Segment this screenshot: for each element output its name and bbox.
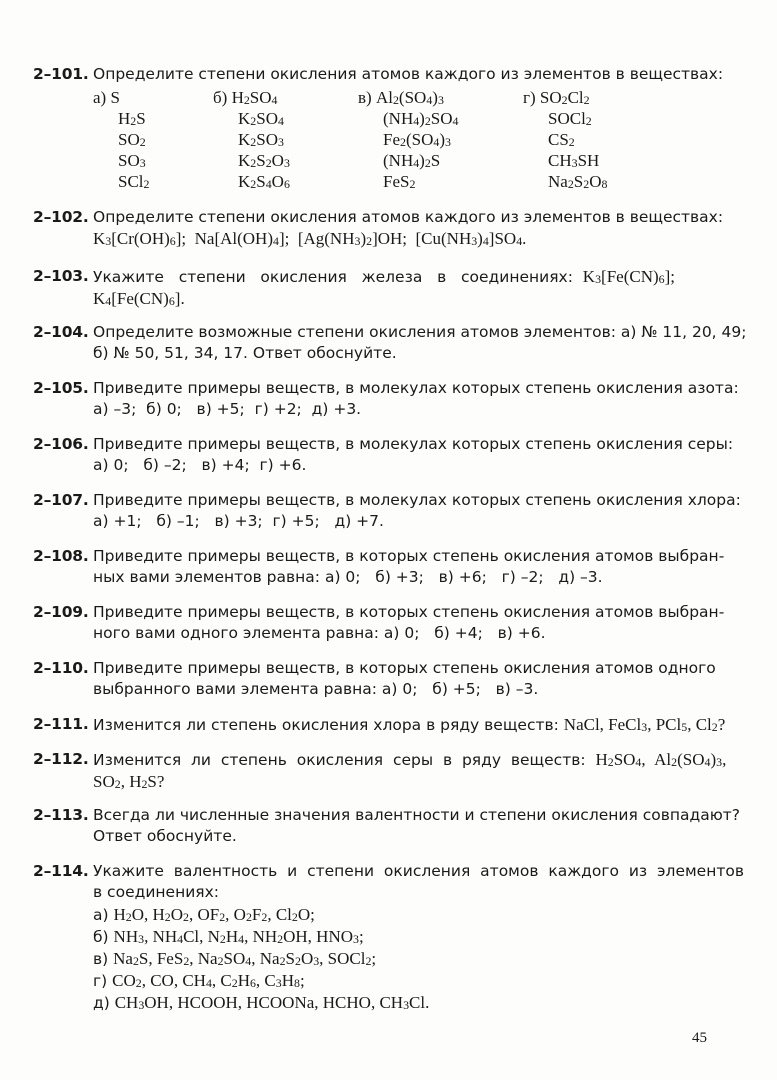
grid-cell: [523, 87, 673, 108]
problem-line: Определите возможные степени окисления атомов элементов: а) № 11, 20, 49;: [93, 323, 747, 341]
problem-line: Ответ обоснуйте.: [93, 827, 237, 845]
problem-line: а) 0; б) –2; в) +4; г) +6.: [93, 456, 307, 474]
problem-line: Приведите примеры веществ, в молекулах которых степень окисления серы:: [93, 435, 734, 453]
formula: $H_2S$: [118, 109, 146, 129]
formula: $K_2SO_4$: [238, 109, 284, 129]
formula: $(NH_4)_2SO_4$: [383, 109, 459, 129]
problem-2-109: [33, 602, 725, 644]
problem-2-104: [33, 322, 747, 364]
problem-number: 2–112.: [33, 750, 89, 768]
formula: $Na_2S_2O_8$: [548, 172, 608, 192]
problem-number: 2–111.: [33, 715, 89, 733]
problem-2-106: [33, 434, 734, 476]
problem-line: выбранного вами элемента равна: а) 0; б) +5; в) –3.: [93, 680, 539, 698]
formula: $K_2S_2O_3$: [238, 151, 290, 171]
sub-items-list: [93, 904, 711, 1014]
formula: S: [110, 88, 120, 107]
problem-line: Определите степени окисления атомов каждого из элементов в веществах:: [93, 208, 724, 226]
problem-line: Всегда ли численные значения валентности и степени окисления совпадают?: [93, 806, 741, 824]
problem-line: а) +1; б) –1; в) +3; г) +5; д) +7.: [93, 512, 384, 530]
problem-2-107: [33, 490, 741, 532]
formula: $SO_3$: [118, 151, 146, 171]
formula: $K_2S_4O_6$: [238, 172, 290, 192]
problem-line: Приведите примеры веществ, в которых степень окисления атомов выбран-: [93, 603, 725, 621]
problem-2-114: [33, 861, 744, 1014]
problem-number: 2–104.: [33, 323, 89, 341]
problem-line: а) –3; б) 0; в) +5; г) +2; д) +3.: [93, 400, 362, 418]
problem-line: $K_4[Fe(CN)_6]$.: [93, 289, 185, 309]
sub-item: в) $Na_2S$, FeS$_2$, $Na_2SO_4$, $Na_2S_2O_3$, SOCl$_2$;: [93, 949, 377, 969]
formula: $(NH_4)_2S$: [383, 151, 441, 171]
problem-number: 2–106.: [33, 435, 89, 453]
formula: $Fe_2(SO_4)_3$: [383, 130, 451, 150]
problem-line: ного вами одного элемента равна: а) 0; б) +4; в) +6.: [93, 624, 546, 642]
formula: SCl$_2$: [118, 172, 150, 192]
formula: $K_2SO_3$: [238, 130, 284, 150]
problem-line: Укажите степени окисления железа в соединениях: $K_3[Fe(CN)_6]$;: [93, 267, 675, 287]
grid-cell: [213, 87, 358, 108]
problem-line: Приведите примеры веществ, в молекулах которых степень окисления хлора:: [93, 491, 741, 509]
formula: $CH_3SH$: [548, 151, 600, 171]
problem-text: Определите степени окисления атомов каждого из элементов в веществах:: [93, 65, 724, 83]
problem-number: 2–103.: [33, 267, 89, 285]
problem-2-111: [33, 714, 726, 736]
problem-number: 2–114.: [33, 862, 89, 880]
substance-grid: [93, 87, 711, 192]
formula: $Al_2(SO_4)_3$: [375, 88, 444, 108]
problem-2-105: [33, 378, 739, 420]
problem-number: 2–107.: [33, 491, 89, 509]
formula: $CS_2$: [548, 130, 575, 150]
problem-2-113: [33, 805, 741, 847]
problem-2-112: [33, 749, 727, 793]
grid-cell: [358, 87, 523, 108]
problem-line: Укажите валентность и степени окисления атомов каждого из элементов: [93, 862, 744, 880]
problem-number: 2–105.: [33, 379, 89, 397]
column-label: г): [523, 88, 536, 107]
grid-cell: [93, 87, 213, 108]
sub-item: г) $CO_2$, CO, $CH_4$, $C_2H_6$, $C_3H_8$;: [93, 971, 305, 991]
problem-number: 2–101.: [33, 65, 89, 83]
formula: FeS$_2$: [383, 172, 416, 192]
column-label: б): [213, 88, 228, 107]
problem-2-108: [33, 546, 725, 588]
problem-number: 2–110.: [33, 659, 89, 677]
problem-line: Изменится ли степень окисления серы в ряду веществ: $H_2SO_4$, $Al_2(SO_4)_3$,: [93, 750, 727, 770]
sub-item: б) $NH_3$, $NH_4Cl$, $N_2H_4$, $NH_2OH$, $HNO_3$;: [93, 927, 364, 947]
formula: $SO_2$: [118, 130, 146, 150]
problem-2-110: [33, 658, 716, 700]
problem-line: Приведите примеры веществ, в которых степень окисления атомов выбран-: [93, 547, 725, 565]
problem-2-101: [33, 64, 724, 192]
problem-number: 2–113.: [33, 806, 89, 824]
problem-line: Приведите примеры веществ, в которых степень окисления атомов одного: [93, 659, 716, 677]
sub-item: д) $CH_3OH$, HCOOH, HCOONa, HCHO, $CH_3Cl$.: [93, 993, 430, 1013]
formula: $SO_2Cl_2$: [539, 88, 590, 108]
column-label: а): [93, 88, 107, 107]
problem-number: 2–109.: [33, 603, 89, 621]
page-number: 45: [692, 1030, 707, 1046]
sub-item: а) $H_2O$, $H_2O_2$, $OF_2$, $O_2F_2$, $Cl_2O$;: [93, 905, 315, 925]
formula: $H_2SO_4$: [231, 88, 278, 108]
problem-number: 2–102.: [33, 208, 89, 226]
problem-line: $SO_2$, $H_2S$?: [93, 772, 165, 792]
problem-line: Изменится ли степень окисления хлора в ряду веществ: NaCl, FeCl$_3$, PCl$_5$, $Cl_2$?: [93, 715, 726, 735]
problem-2-102: [33, 207, 724, 250]
problem-line: Приведите примеры веществ, в молекулах которых степень окисления азота:: [93, 379, 739, 397]
problem-line: ных вами элементов равна: а) 0; б) +3; в) +6; г) –2; д) –3.: [93, 568, 603, 586]
problem-line: в соединениях:: [93, 883, 219, 901]
problem-line: $K_3[Cr(OH)_6]$; $Na[Al(OH)_4]$; $[Ag(NH_3)_2]OH$; $[Cu(NH_3)_4]SO_4$.: [93, 229, 527, 249]
problem-number: 2–108.: [33, 547, 89, 565]
column-label: в): [358, 88, 372, 107]
problem-2-103: [33, 266, 711, 310]
formula: SOCl$_2$: [548, 109, 592, 129]
problem-line: б) № 50, 51, 34, 17. Ответ обоснуйте.: [93, 344, 397, 362]
